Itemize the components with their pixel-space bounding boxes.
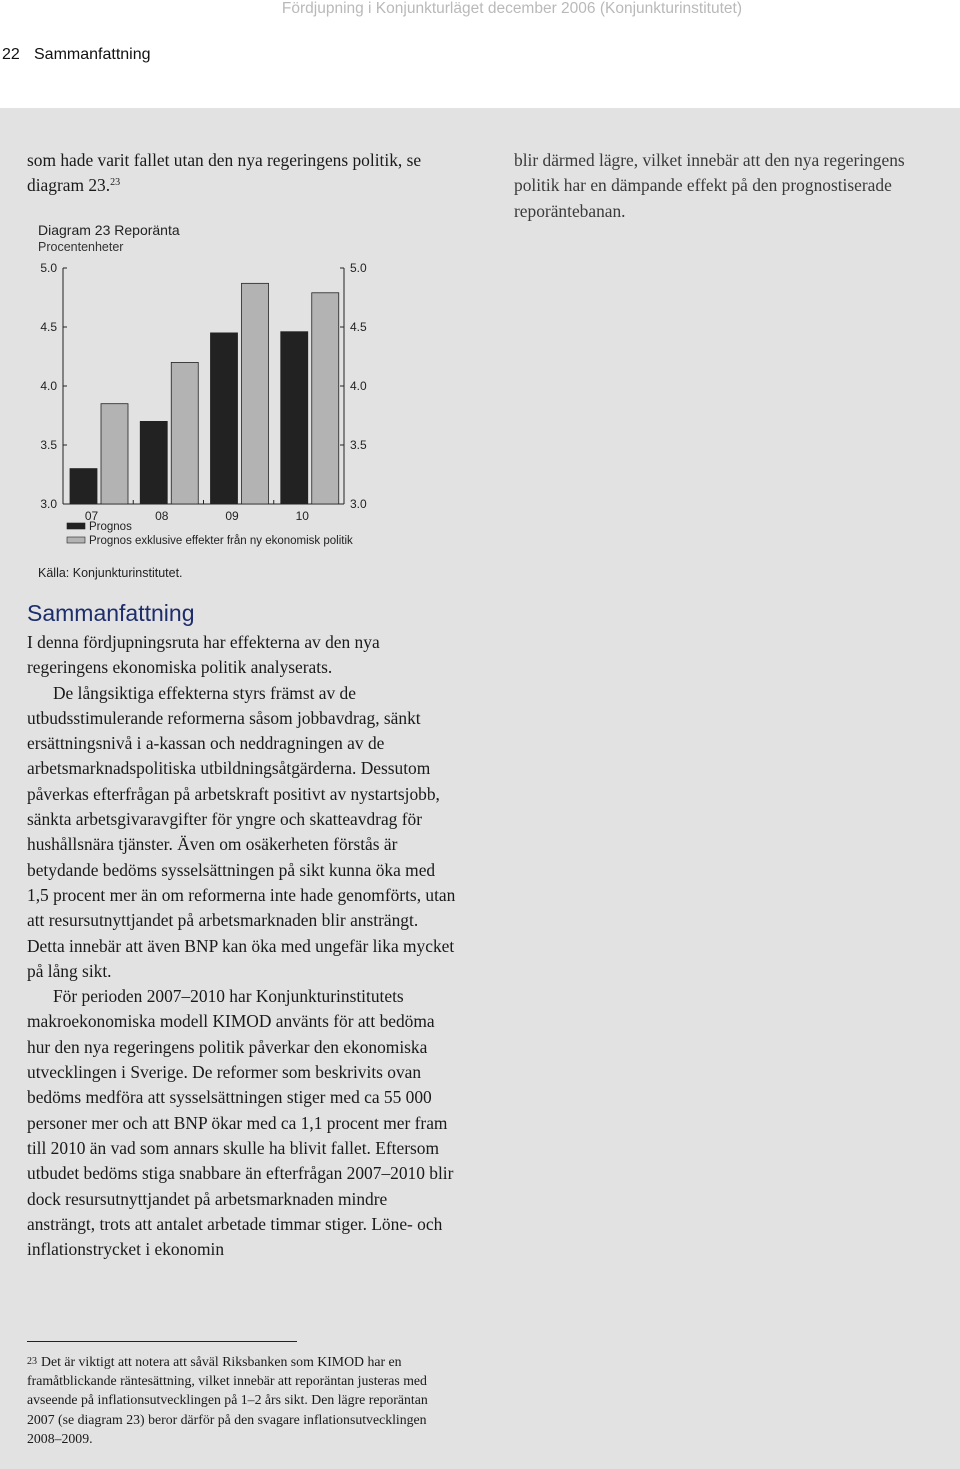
x-tick-label: 10 xyxy=(295,509,309,523)
chart-title: Diagram 23 Reporänta xyxy=(38,222,180,238)
chart-source: Källa: Konjunkturinstitutet. xyxy=(38,566,183,580)
running-header-title: Fördjupning i Konjunkturläget december 2006 (Konjunkturinstitutet) xyxy=(281,0,742,17)
body-paragraph-2: De långsiktiga effekterna styrs främst av de utbudsstimulerande reformerna såsom jobbavdrag, sänkt ersättningsnivå i a-kassan och neddragningen av de arbetsmarknadspolitiska utbildningsåtgärderna. Dessutom påverkas efterfrågan på arbetskraft positivt av nystartsjobb, sänkta arbetsgivaravgifter för yngre och skatteavdrag för hushållsnära tjänster. Även om osäkerheten förstås är betydande bedöms sysselsättningen på sikt kunna öka med 1,5 procent mer än om reformerna inte hade genomförts, utan att resursutnyttjandet på arbetsmarknaden blir ansträngt. Detta innebär att även BNP kan öka med ungefär lika mycket på lång sikt. xyxy=(27,682,456,981)
intro-paragraph xyxy=(27,148,457,199)
legend-swatch xyxy=(67,523,85,529)
bar-prognos-exkl-08 xyxy=(171,362,198,504)
y-tick-label-right: 5.0 xyxy=(350,261,367,275)
y-tick-label-left: 5.0 xyxy=(40,261,57,275)
footnote xyxy=(27,1352,457,1448)
bar-prognos-08 xyxy=(140,421,167,504)
section-heading: Sammanfattning xyxy=(27,600,195,626)
bar-prognos-exkl-09 xyxy=(242,283,269,504)
footnote-ref[interactable]: 23 xyxy=(110,177,121,189)
legend-label: Prognos exklusive effekter från ny ekonomisk politik xyxy=(89,535,353,547)
y-tick-label-left: 3.5 xyxy=(40,438,57,452)
chart-figure xyxy=(27,218,377,588)
bar-chart xyxy=(27,258,377,558)
legend-swatch xyxy=(67,537,85,543)
bar-prognos-07 xyxy=(70,469,97,504)
footnote-number: 23 xyxy=(27,1356,37,1367)
body-paragraph-1: I denna fördjupningsruta har effekterna av den nya regeringens ekonomiska politik analyserats. xyxy=(27,632,380,678)
page-header xyxy=(0,44,960,70)
bar-prognos-09 xyxy=(211,333,238,504)
body-text xyxy=(27,630,457,1262)
y-tick-label-left: 4.5 xyxy=(40,320,57,334)
x-tick-label: 08 xyxy=(155,509,169,523)
bar-prognos-exkl-10 xyxy=(312,293,339,504)
running-header xyxy=(0,0,960,22)
x-tick-label: 09 xyxy=(225,509,239,523)
right-column xyxy=(514,148,934,224)
legend-label: Prognos xyxy=(89,521,132,533)
y-tick-label-right: 4.0 xyxy=(350,379,367,393)
y-tick-label-right: 3.0 xyxy=(350,497,367,511)
y-tick-label-right: 4.5 xyxy=(350,320,367,334)
footnote-rule xyxy=(27,1341,297,1342)
y-tick-label-left: 4.0 xyxy=(40,379,57,393)
intro-text: som hade varit fallet utan den nya regeringens politik, se diagram 23. xyxy=(27,150,422,196)
chart-unit: Procentenheter xyxy=(38,240,124,254)
body-paragraph-3: För perioden 2007–2010 har Konjunkturinstitutets makroekonomiska modell KIMOD använts för att bedöma hur den nya regeringens politik påverkar den ekonomiska utvecklingen i Sverige. De reformer som beskrivits ovan bedöms medföra att sysselsättningen stiger med ca 55 000 personer mer och att BNP ökar med ca 1,1 procent mer fram till 2010 än vad som annars skulle ha blivit fallet. Eftersom utbudet bedöms stiga snabbare än efterfrågan 2007–2010 blir dock resursutnyttjandet på arbetsmarknaden mindre ansträngt, trots att antalet arbetade timmar stiger. Löne- och inflationstrycket i ekonomin xyxy=(27,986,454,1260)
y-tick-label-right: 3.5 xyxy=(350,438,367,452)
left-intro xyxy=(27,148,457,199)
footnote-text: Det är viktigt att notera att såväl Riksbanken som KIMOD har en framåtblickande räntesättning, vilket innebär att reporäntan justeras med avseende på inflationsutvecklingen på 1–2 års sikt. Den lägre reporäntan 2007 (se diagram 23) beror därför på den svagare inflationsutvecklingen 2008–2009. xyxy=(27,1354,428,1446)
y-tick-label-left: 3.0 xyxy=(40,497,57,511)
bar-prognos-exkl-07 xyxy=(101,404,128,504)
page-number: 22 xyxy=(2,46,20,63)
bar-prognos-10 xyxy=(281,332,308,504)
x-tick-label: 07 xyxy=(84,509,99,523)
right-paragraph: blir därmed lägre, vilket innebär att den nya regeringens politik har en dämpande effekt på den prognostiserade reporäntebanan. xyxy=(514,150,905,221)
page-title: Sammanfattning xyxy=(34,46,151,63)
